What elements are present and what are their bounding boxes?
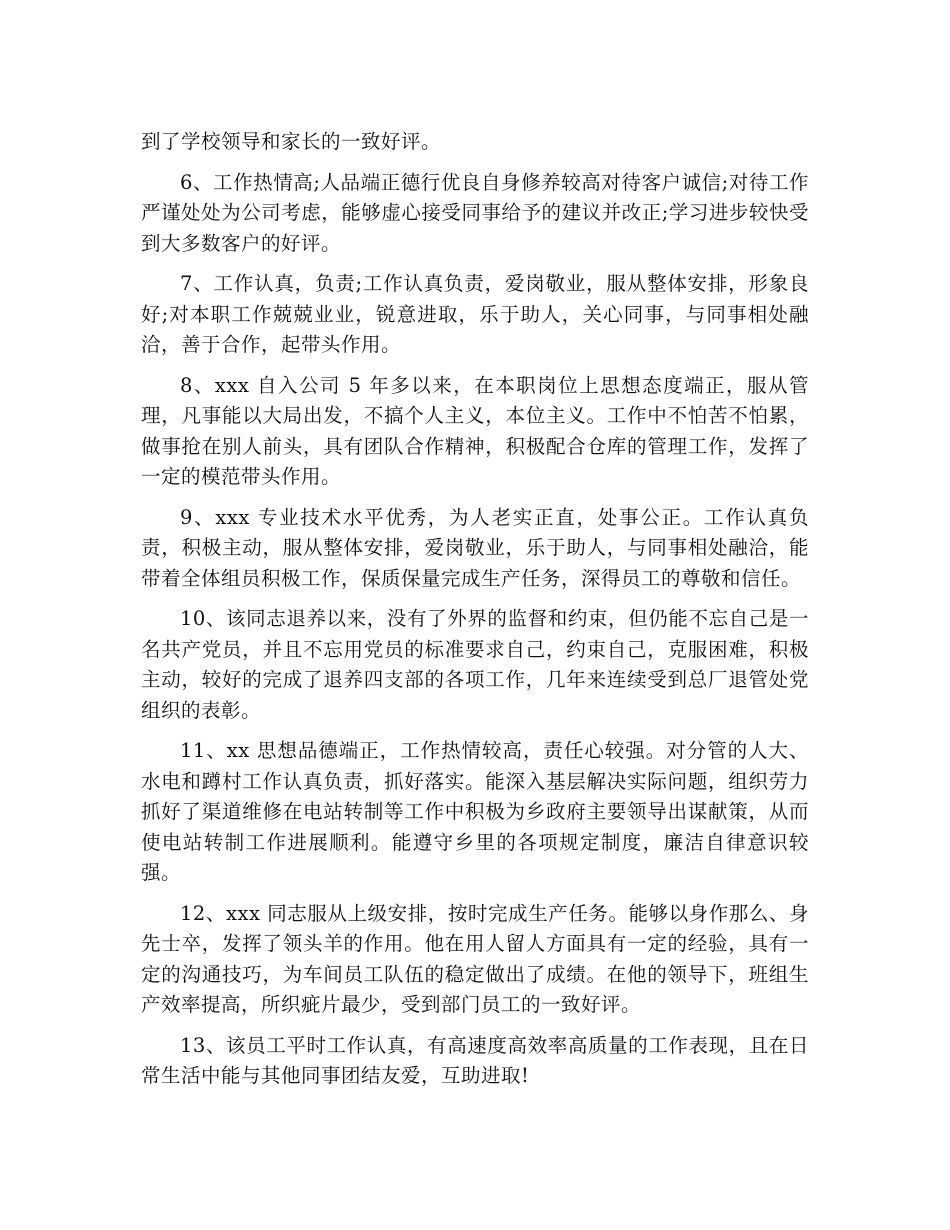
paragraph-item-13: 13、该员工平时工作认真，有高速度高效率高质量的工作表现，且在日常生活中能与其他同事团结友爱，互助进取! (141, 1033, 809, 1087)
paragraph-continuation: 到了学校领导和家长的一致好评。 (141, 130, 442, 153)
paragraph-item-7: 7、工作认真，负责;工作认真负责，爱岗敬业，服从整体安排，形象良好;对本职工作兢兢业业，锐意进取，乐于助人，关心同事，与同事相处融洽，善于合作，起带头作用。 (141, 272, 809, 356)
paragraph-item-11: 11、xx 思想品德端正，工作热情较高，责任心较强。对分管的人大、水电和蹲村工作认真负责，抓好落实。能深入基层解决实际问题，组织劳力抓好了渠道维修在电站转制等工作中积极为乡政府主要领导出谋献策，从而使电站转制工作进展顺利。能遵守乡里的各项规定制度，廉洁自律意识较强。 (141, 739, 809, 884)
paragraph-item-10: 10、该同志退养以来，没有了外界的监督和约束，但仍能不忘自己是一名共产党员，并且不忘用党员的标准要求自己，约束自己，克服困难，积极主动，较好的完成了退养四支部的各项工作，几年来连续受到总厂退管处党组织的表彰。 (141, 607, 809, 722)
paragraph-item-8: 8、xxx 自入公司 5 年多以来，在本职岗位上思想态度端正，服从管理，凡事能以大局出发，不搞个人主义，本位主义。工作中不怕苦不怕累，做事抢在别人前头，具有团队合作精神，积极配合仓库的管理工作，发挥了一定的模范带头作用。 (141, 373, 809, 488)
paragraph-item-6: 6、工作热情高;人品端正德行优良自身修养较高对待客户诚信;对待工作严谨处处为公司考虑，能够虚心接受同事给予的建议并改正;学习进步较快受到大多数客户的好评。 (141, 170, 809, 255)
paragraph-item-12: 12、xxx 同志服从上级安排，按时完成生产任务。能够以身作那么、身先士卒，发挥了领头羊的作用。他在用人留人方面具有一定的经验，具有一定的沟通技巧，为车间员工队伍的稳定做出了成绩。在他的领导下，班组生产效率提高，所织疵片最少，受到部门员工的一致好评。 (141, 901, 809, 1016)
document-body (141, 127, 809, 1102)
paragraph-item-9: 9、xxx 专业技术水平优秀，为人老实正直，处事公正。工作认真负责，积极主动，服从整体安排，爱岗敬业，乐于助人，与同事相处融洽，能带着全体组员积极工作，保质保量完成生产任务，深得员工的尊敬和信任。 (141, 505, 809, 590)
